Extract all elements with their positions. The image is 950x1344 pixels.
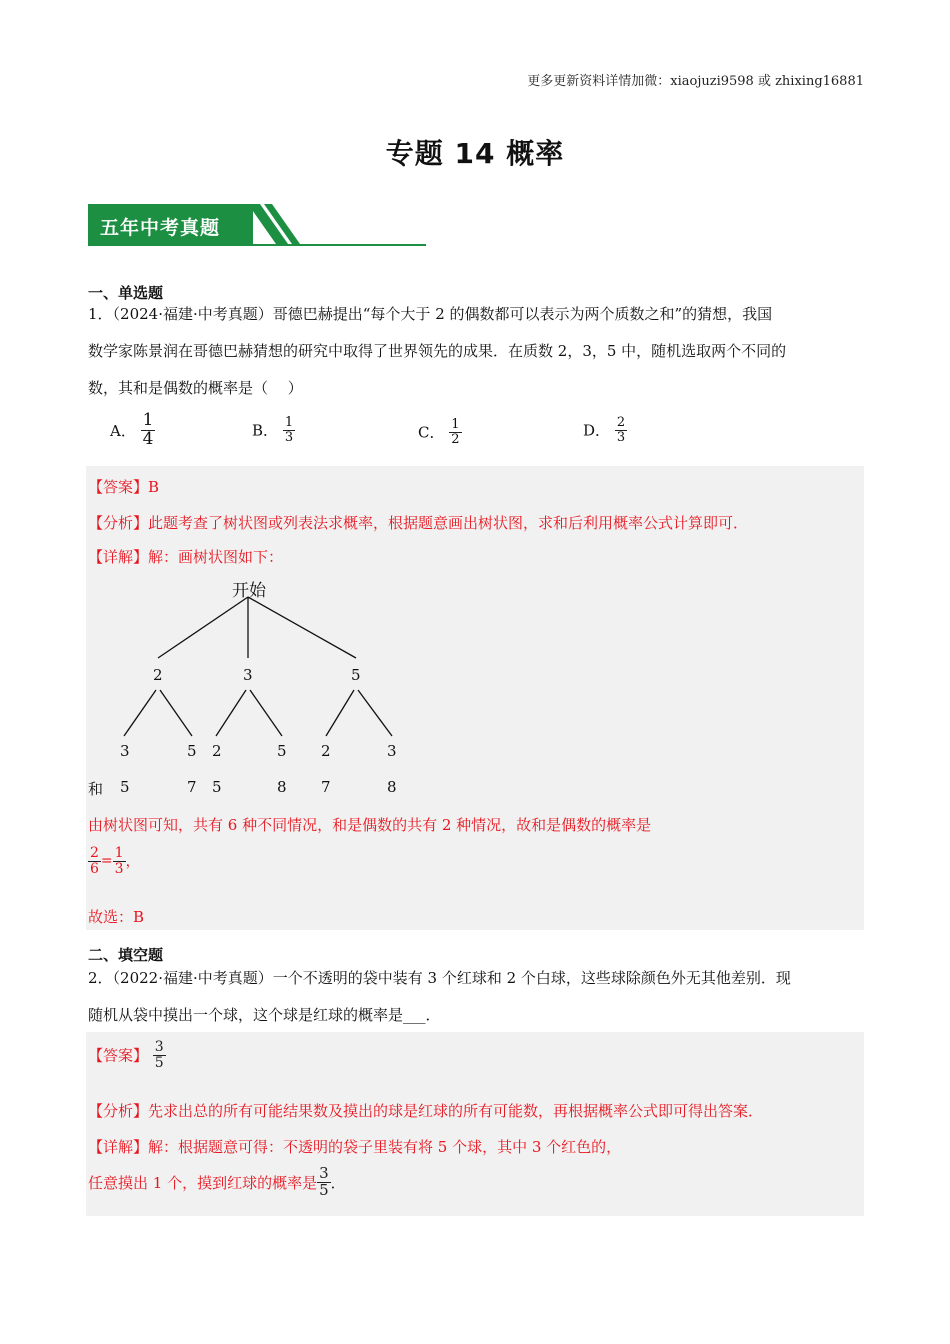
tree-edge [250, 690, 282, 736]
fraction-num: 2 [90, 845, 99, 861]
option-d[interactable] [583, 416, 627, 444]
tree-edge [158, 597, 248, 658]
question-1-line: 数，其和是偶数的概率是（ ） [88, 379, 303, 397]
tree-node-l2: 5 [187, 742, 197, 760]
tree-node-l2: 3 [387, 742, 397, 760]
fraction-num: 1 [142, 410, 154, 430]
sum-value: 7 [321, 778, 331, 796]
choice-1: 故选：B [88, 908, 145, 926]
sum-value: 8 [387, 778, 397, 796]
tree-edge [358, 690, 392, 736]
equation-tail: ， [125, 854, 140, 871]
tree-node-l2: 5 [277, 742, 287, 760]
analysis-1: 【分析】此题考查了树状图或列表法求概率，根据题意画出树状图，求和后利用概率公式计算即可． [88, 514, 749, 532]
tree-node-l1: 5 [351, 666, 361, 684]
final-tail: ． [330, 1173, 346, 1192]
sum-value: 5 [120, 778, 130, 796]
question-2-line: 2．（2022·福建·中考真题）一个不透明的袋中装有 3 个红球和 2 个白球，这些球除颜色外无其他差别．现 [88, 969, 791, 987]
fraction-den: 4 [142, 428, 154, 449]
equation-1 [88, 846, 140, 876]
question-2-line: 随机从袋中摸出一个球，这个球是红球的概率是___． [88, 1006, 441, 1024]
question-1 [88, 296, 868, 407]
tree-root: 开始 [232, 581, 266, 601]
question-2 [88, 960, 868, 1034]
tree-node-l2: 2 [212, 742, 222, 760]
option-label: A． [110, 421, 136, 440]
answer-label: 【答案】 [88, 1046, 149, 1065]
section-title-2: 二、填空题 [88, 946, 164, 964]
tree-node-l1: 2 [153, 666, 163, 684]
equals-sign: = [100, 853, 113, 870]
option-label: C． [418, 423, 445, 442]
fraction-den: 3 [284, 429, 294, 445]
detail-2: 【详解】解：根据题意可得：不透明的袋子里装有将 5 个球，其中 3 个红色的， [88, 1138, 622, 1156]
fraction-den: 5 [319, 1180, 329, 1199]
tree-edge [326, 690, 354, 736]
question-1-line: 数学家陈景润在哥德巴赫猜想的研究中取得了世界领先的成果．在质数 2，3，5 中，随机选取两个不同的 [88, 342, 787, 360]
fraction-den: 5 [154, 1054, 164, 1071]
sum-value: 8 [277, 778, 287, 796]
page-title: 专题 14 概率 [385, 137, 565, 170]
analysis-2: 【分析】先求出总的所有可能结果数及摸出的球是红球的所有可能数，再根据概率公式即可得出答案． [88, 1102, 764, 1120]
option-a[interactable] [110, 412, 155, 449]
sum-value: 5 [212, 778, 222, 796]
fraction-num: 2 [616, 415, 626, 430]
option-b[interactable] [252, 416, 295, 444]
tree-node-l2: 2 [321, 742, 331, 760]
final-prefix: 任意摸出 1 个，摸到红球的概率是 [88, 1173, 318, 1192]
conclusion-1: 由树状图可知，共有 6 种不同情况，和是偶数的共有 2 种情况，故和是偶数的概率是 [88, 816, 652, 834]
section-banner [88, 204, 428, 248]
banner-text: 五年中考真题 [100, 217, 221, 239]
sum-label: 和 [88, 780, 104, 798]
tree-node-l2: 3 [120, 742, 130, 760]
tree-edge [248, 597, 356, 658]
tree-node-l1: 3 [243, 666, 253, 684]
fraction-den: 2 [451, 431, 460, 447]
option-label: D． [583, 421, 611, 440]
tree-edge [160, 690, 192, 736]
answer-1: 【答案】B [88, 478, 160, 496]
fraction-num: 1 [451, 417, 460, 432]
answer-2 [88, 1040, 166, 1070]
fraction-den: 6 [90, 860, 99, 877]
detail-1: 【详解】解：画树状图如下： [88, 548, 284, 566]
fraction-num: 3 [154, 1039, 164, 1055]
fraction-num: 3 [319, 1164, 329, 1182]
banner-stripes-icon [248, 204, 308, 246]
question-1-line: 1．（2024·福建·中考真题）哥德巴赫提出“每个大于 2 的偶数都可以表示为两个质数之和”的猜想，我国 [88, 305, 773, 323]
banner-underline [88, 244, 426, 246]
sum-value: 7 [187, 778, 197, 796]
fraction-den: 3 [114, 860, 124, 877]
tree-edge [216, 690, 246, 736]
final-2 [88, 1166, 346, 1199]
section-title-1: 一、单选题 [88, 284, 164, 302]
header-note: 更多更新资料详情加微：xiaojuzi9598 或 zhixing16881 [527, 74, 864, 89]
tree-edge [124, 690, 156, 736]
fraction-den: 3 [616, 429, 626, 445]
fraction-num: 1 [114, 845, 124, 861]
option-c[interactable] [418, 418, 462, 446]
fraction-num: 1 [284, 415, 294, 430]
option-label: B． [252, 421, 279, 440]
